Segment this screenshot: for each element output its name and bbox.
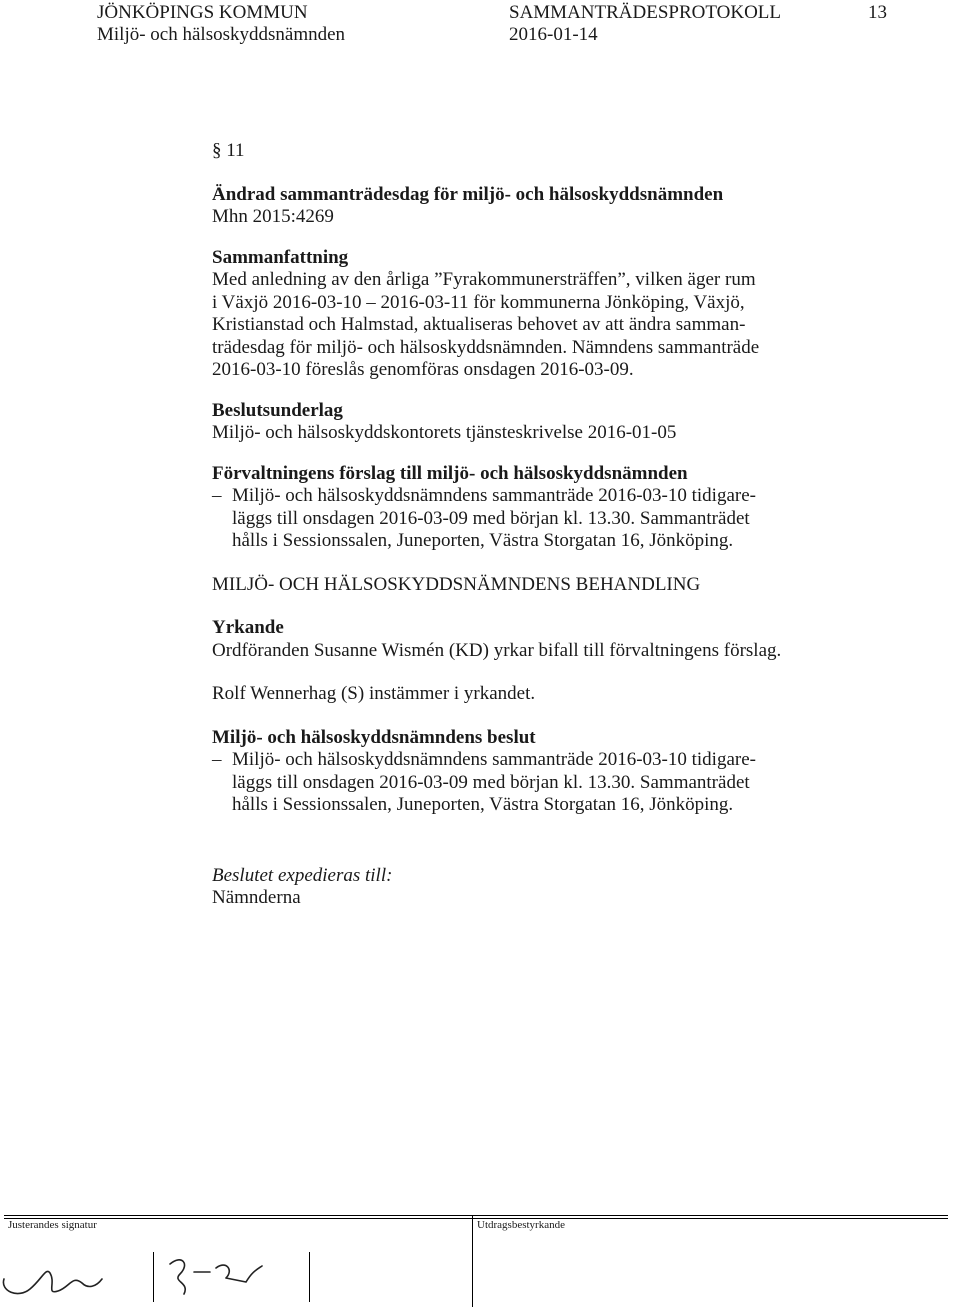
- proposal-line: Miljö- och hälsoskyddsnämndens sammanträde 2016-03-10 tidigare-: [232, 485, 756, 506]
- motion-line-1: Ordföranden Susanne Wismén (KD) yrkar bifall till förvaltningens förslag.: [212, 639, 782, 661]
- motion-heading: Yrkande: [212, 617, 284, 638]
- summary-heading: Sammanfattning: [212, 246, 349, 268]
- proposal-item: [212, 485, 912, 553]
- decision-heading: Miljö- och hälsoskyddsnämndens beslut: [212, 726, 536, 748]
- basis-heading: Beslutsunderlag: [212, 399, 343, 421]
- footer-rule: [4, 1218, 948, 1219]
- summary-line: Kristianstad och Halmstad, aktualiseras behovet av att ändra samman-: [212, 314, 746, 335]
- section-number: § 11: [212, 140, 245, 161]
- signature-1: [0, 1245, 135, 1307]
- protocol-body: [212, 140, 912, 910]
- decision-line: läggs till onsdagen 2016-03-09 med början kl. 13.30. Sammanträdet: [232, 771, 750, 793]
- proposal-heading: Förvaltningens förslag till miljö- och hälsoskyddsnämnden: [212, 462, 688, 484]
- motion-line-2: Rolf Wennerhag (S) instämmer i yrkandet.: [212, 683, 536, 704]
- header-organization: JÖNKÖPINGS KOMMUN: [97, 2, 308, 23]
- proposal-line: läggs till onsdagen 2016-03-09 med början kl. 13.30. Sammanträdet: [232, 507, 750, 529]
- signature-divider: [309, 1252, 310, 1302]
- dispatch-recipient: Nämnderna: [212, 887, 301, 908]
- summary-line: trädesdag för miljö- och hälsoskyddsnämnden. Nämndens sammanträde: [212, 336, 760, 358]
- decision-item: [212, 749, 912, 817]
- extract-label: Utdragsbestyrkande: [477, 1219, 565, 1231]
- summary-line: Med anledning av den årliga ”Fyrakommunersträffen”, vilken äger rum: [212, 269, 756, 290]
- header-committee: Miljö- och hälsoskyddsnämnden: [97, 24, 346, 45]
- section-title: Ändrad sammanträdesdag för miljö- och hälsoskyddsnämnden: [212, 183, 724, 205]
- header-page-number: 13: [868, 2, 887, 23]
- footer-rule: [4, 1215, 948, 1216]
- signature-2: [160, 1242, 275, 1304]
- signatures-label: Justerandes signatur: [8, 1219, 97, 1231]
- footer-divider: [472, 1215, 473, 1307]
- handling-heading: MILJÖ- OCH HÄLSOSKYDDSNÄMNDENS BEHANDLING: [212, 573, 701, 595]
- proposal-dash: –: [212, 485, 222, 506]
- proposal-line: hålls i Sessionssalen, Juneporten, Västra Storgatan 16, Jönköping.: [232, 530, 734, 551]
- signature-divider: [153, 1252, 154, 1302]
- summary-line: i Växjö 2016-03-10 – 2016-03-11 för kommunerna Jönköping, Växjö,: [212, 291, 745, 313]
- basis-text: Miljö- och hälsoskyddskontorets tjänsteskrivelse 2016-01-05: [212, 422, 677, 443]
- case-number: Mhn 2015:4269: [212, 206, 334, 227]
- header-doc-type: SAMMANTRÄDESPROTOKOLL: [509, 2, 782, 23]
- decision-dash: –: [212, 749, 222, 770]
- dispatch-label: Beslutet expedieras till:: [212, 864, 393, 886]
- decision-line: hålls i Sessionssalen, Juneporten, Västra Storgatan 16, Jönköping.: [232, 794, 734, 815]
- header-date: 2016-01-14: [509, 24, 598, 45]
- summary-line: 2016-03-10 föreslås genomföras onsdagen 2016-03-09.: [212, 359, 634, 380]
- decision-line: Miljö- och hälsoskyddsnämndens sammanträde 2016-03-10 tidigare-: [232, 749, 756, 770]
